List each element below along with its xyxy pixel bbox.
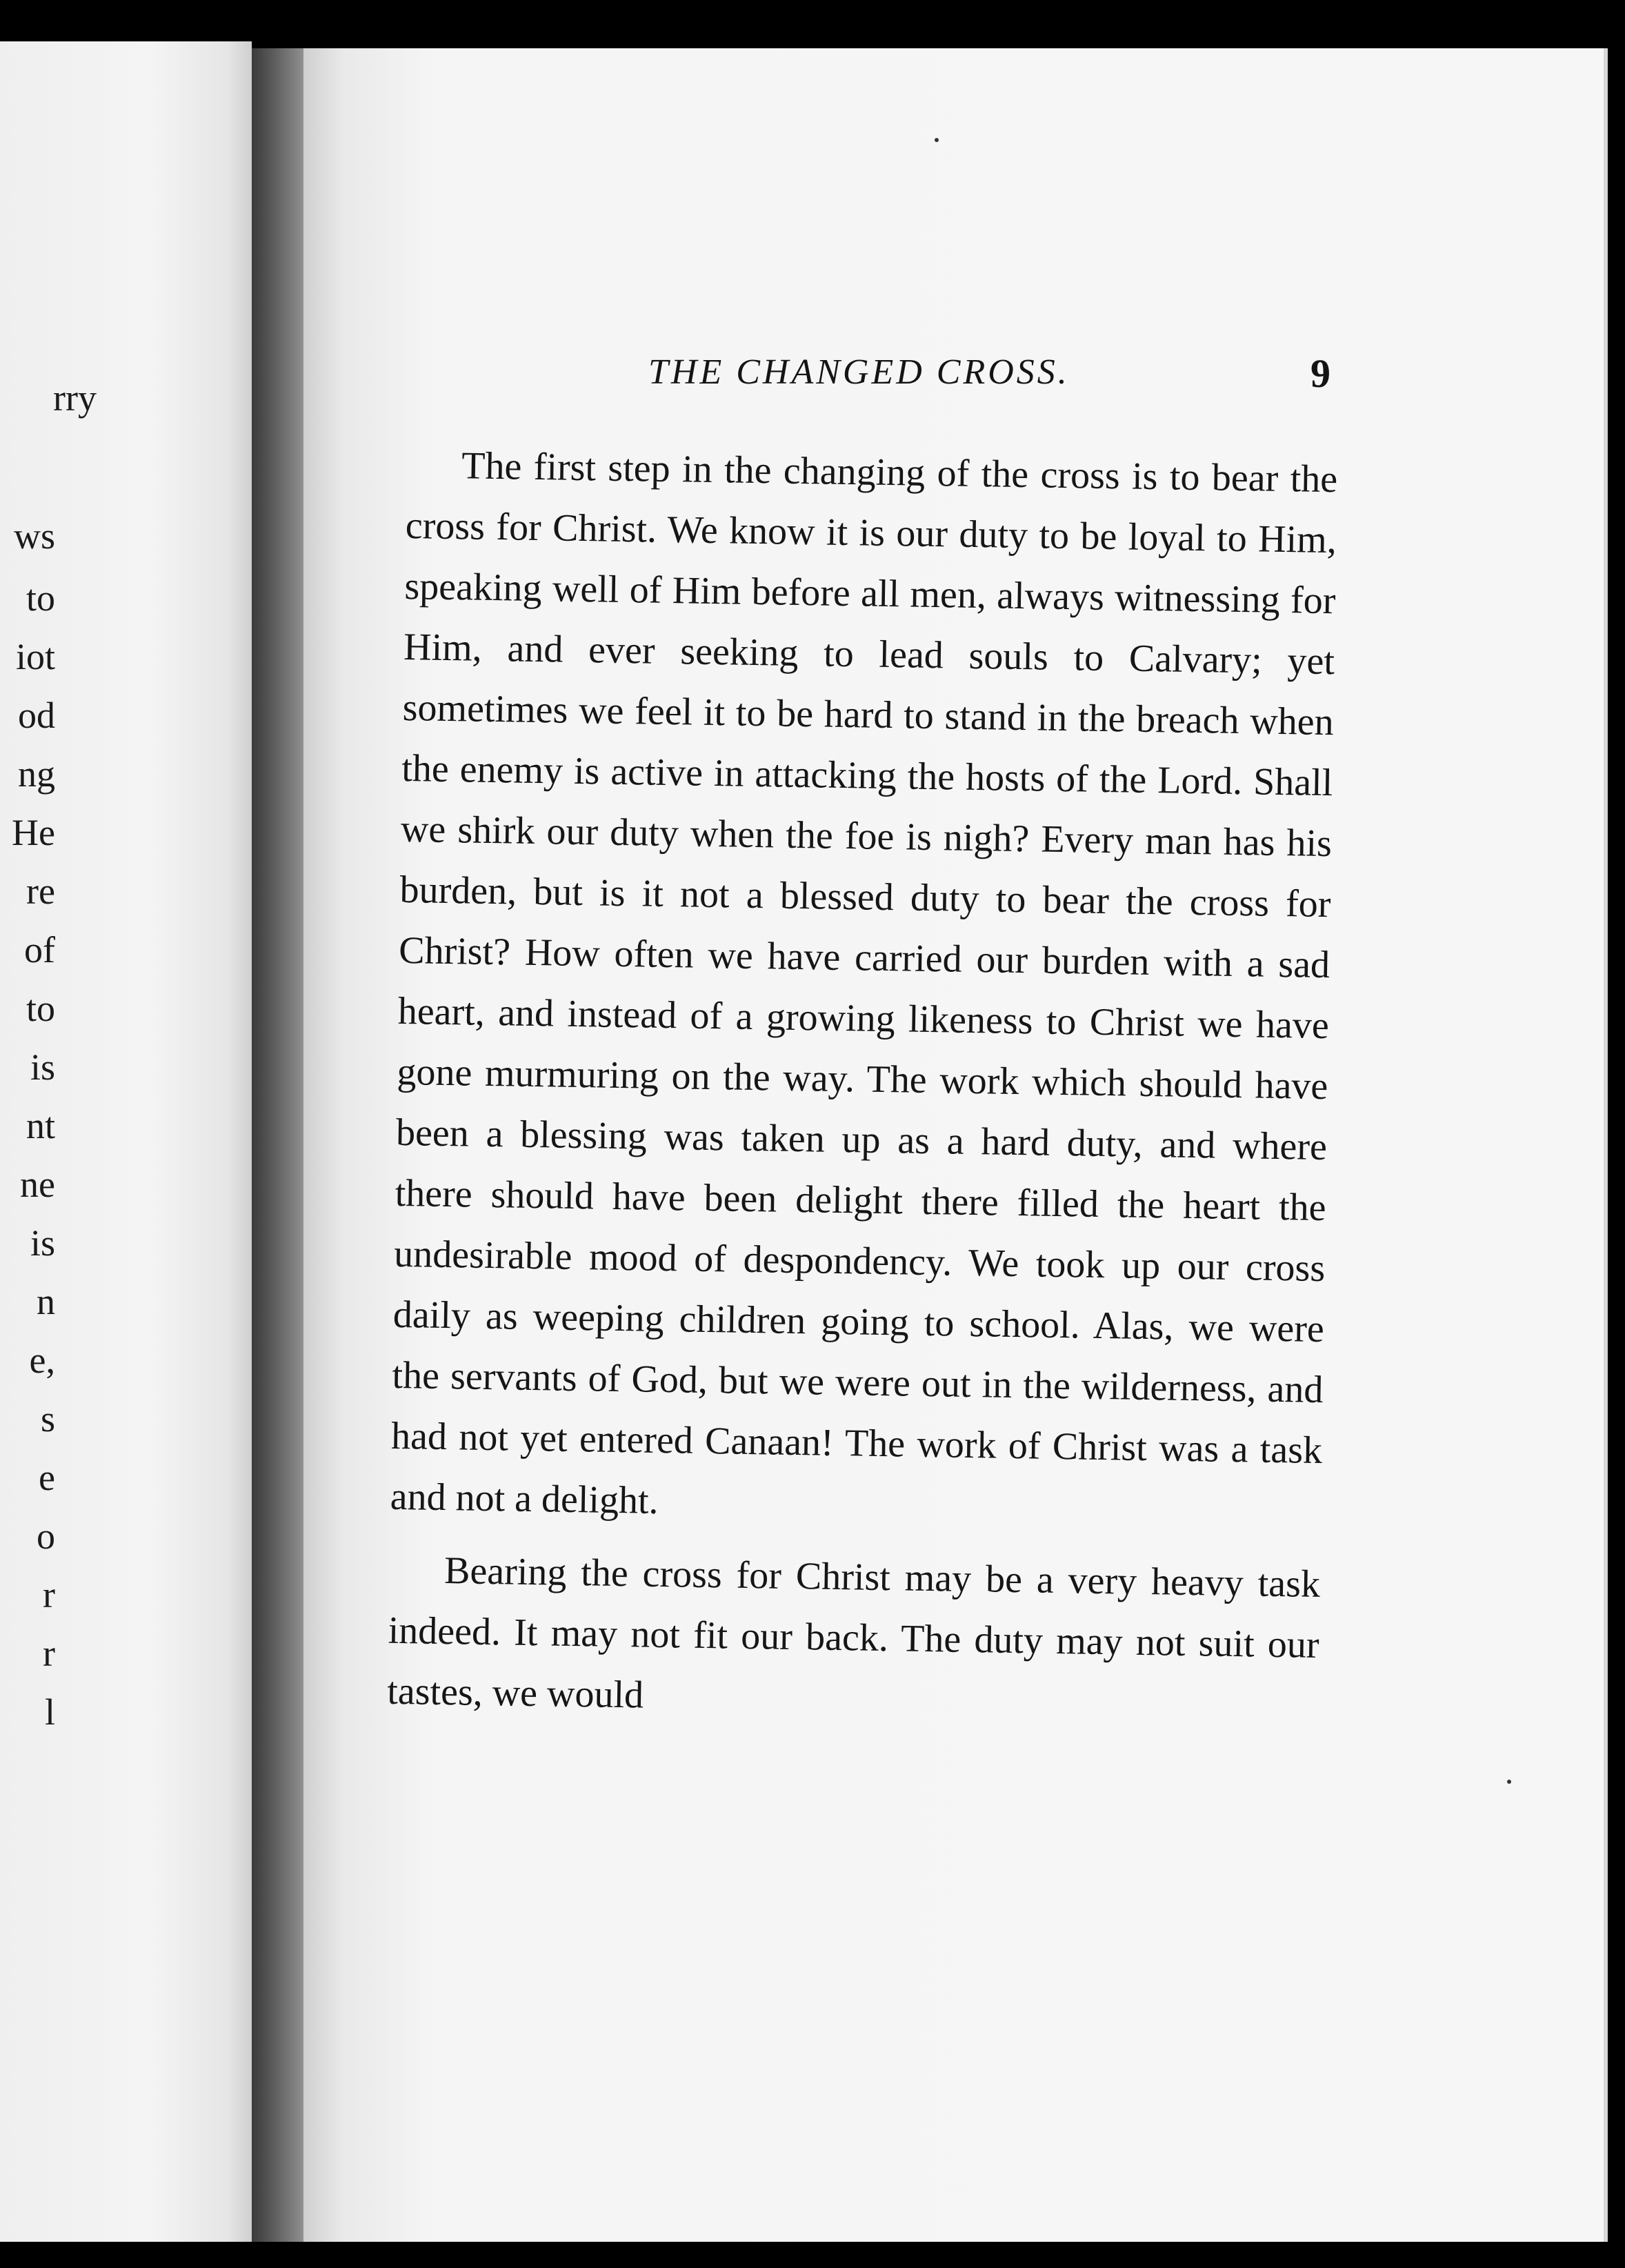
page-number: 9 xyxy=(1310,351,1330,396)
left-fragment: r xyxy=(43,1574,55,1615)
left-fragment: is xyxy=(30,1222,55,1264)
left-fragment: l xyxy=(44,1691,55,1733)
left-fragment: r xyxy=(43,1633,55,1674)
dust-speck xyxy=(1507,1780,1511,1784)
left-fragment: to xyxy=(26,988,55,1029)
running-head: THE CHANGED CROSS. xyxy=(648,352,1070,392)
left-fragment: He xyxy=(12,812,55,853)
left-fragment: ne xyxy=(20,1164,55,1205)
paragraph: The first step in the changing of the cross is to bear the cross for Christ. We know it is our duty to be loyal to Him, speaking well of Him before all men, always witnessing for Him, and ever seeking to lead souls to Calvary; yet sometimes we feel it to be hard to stand in the breach when the enemy is active in attacking the hosts of the Lord. Shall we shirk our duty when the foe is nigh? Every man has his burden, but is it not a blessed duty to bear the cross for Christ? How often we have carried our burden with a sad heart, and instead of a growing likeness to Christ we have gone murmuring on the way. The work which should have been a blessing was taken up as a hard duty, and where there should have been delight there filled the heart the undesirable mood of despondency. We took up our cross daily as weeping children going to school. Alas, we were the servants of God, but we were out in the wilderness, and had not yet entered Canaan! The work of Christ was a task and not a delight. xyxy=(390,444,1338,1522)
body-text xyxy=(387,435,1338,1736)
left-fragment: e, xyxy=(29,1340,55,1381)
right-page xyxy=(303,48,1608,2242)
left-fragment: ws xyxy=(13,515,55,557)
left-fragment: od xyxy=(18,695,55,736)
left-fragment: of xyxy=(24,929,55,971)
left-fragment: iot xyxy=(15,636,55,677)
dust-speck xyxy=(935,138,939,142)
left-fragment: ng xyxy=(18,753,55,795)
left-fragment: is xyxy=(30,1046,55,1088)
left-page xyxy=(0,41,252,2242)
left-fragment: e xyxy=(39,1457,55,1498)
left-fragment: to xyxy=(26,577,55,619)
left-fragment: nt xyxy=(26,1105,55,1146)
left-fragment: o xyxy=(37,1515,55,1557)
paragraph: Bearing the cross for Christ may be a very heavy task indeed. It may not fit our back. The duty may not suit our tastes, we would xyxy=(386,1549,1321,1717)
left-fragment: s xyxy=(40,1398,55,1440)
left-fragment: re xyxy=(26,871,55,912)
left-fragment: rry xyxy=(53,377,97,419)
left-fragment: n xyxy=(37,1281,55,1322)
